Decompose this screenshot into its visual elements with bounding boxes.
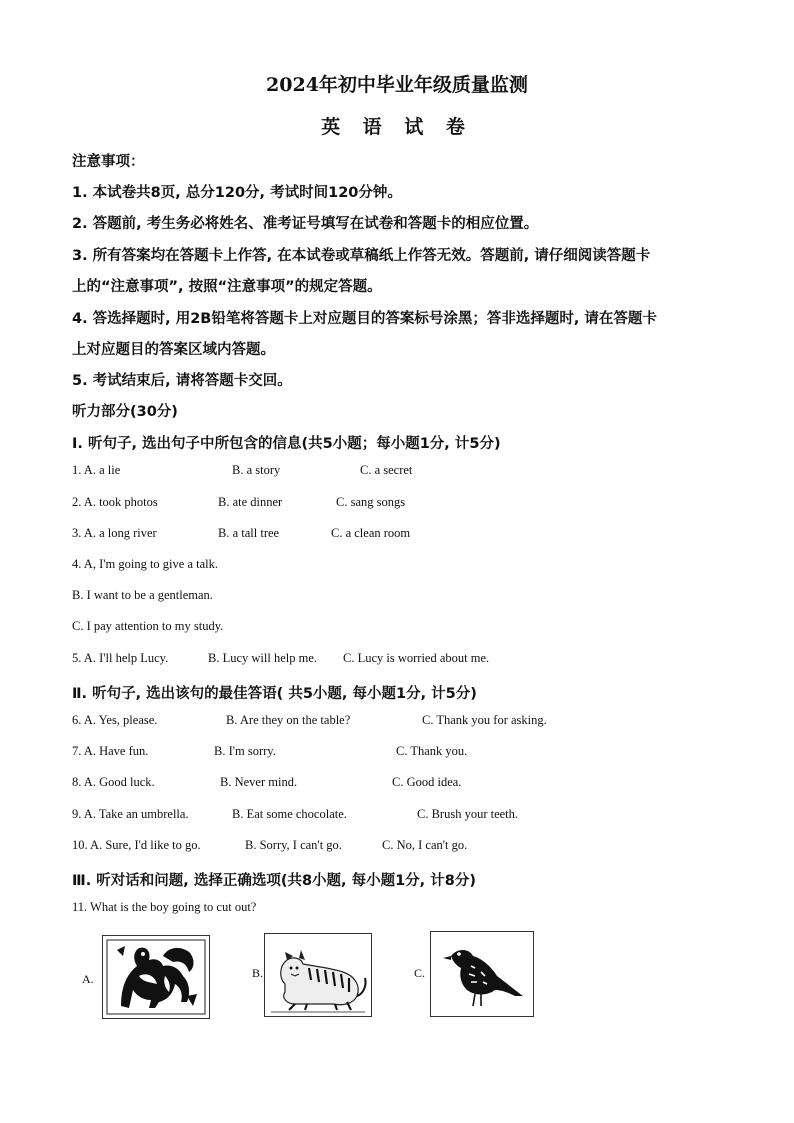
q9-option-c: C. Brush your teeth.	[417, 807, 519, 821]
q4-option-c: C. I pay attention to my study.	[72, 619, 224, 633]
horse-papercut-image	[102, 935, 210, 1019]
q11-label-b: B.	[252, 966, 264, 980]
q9-option-b: B. Eat some chocolate.	[232, 807, 347, 821]
q3-option-c: C. a clean room	[331, 526, 411, 540]
notice-item: 1. 本试卷共8页, 总分120分, 考试时间120分钟。	[72, 185, 402, 201]
q2-option-c: C. sang songs	[336, 495, 406, 509]
q9-option-a: 9. A. Take an umbrella.	[72, 807, 189, 821]
q10-option-c: C. No, I can't go.	[382, 838, 468, 852]
q8-option-c: C. Good idea.	[392, 775, 462, 789]
q11-label-a: A.	[82, 972, 94, 986]
section-3-heading: Ⅲ. 听对话和问题, 选择正确选项(共8小题, 每小题1分, 计8分)	[72, 873, 476, 889]
q11-label-c: C.	[414, 966, 426, 980]
notice-item: 4. 答选择题时, 用2B铅笔将答题卡上对应题目的答案标号涂黑；答非选择题时, 请在答题卡	[72, 311, 657, 327]
q8-option-b: B. Never mind.	[220, 775, 298, 789]
q1-option-b: B. a story	[232, 463, 281, 477]
notice-item: 3. 所有答案均在答题卡上作答, 在本试卷或草稿纸上作答无效。答题前, 请仔细阅读答题卡	[72, 248, 651, 264]
q7-option-b: B. I'm sorry.	[214, 744, 276, 758]
q6-option-c: C. Thank you for asking.	[422, 713, 547, 727]
q11-question: 11. What is the boy going to cut out?	[72, 900, 257, 914]
q4-option-b: B. I want to be a gentleman.	[72, 588, 213, 602]
q2-option-b: B. ate dinner	[218, 495, 283, 509]
q4-option-a: 4. A, I'm going to give a talk.	[72, 557, 218, 571]
section-1-heading: I. 听句子, 选出句子中所包含的信息(共5小题；每小题1分, 计5分)	[72, 436, 501, 452]
q5-option-c: C. Lucy is worried about me.	[343, 651, 490, 665]
notice-item: 上的“注意事项”, 按照“注意事项”的规定答题。	[72, 279, 382, 295]
q5-option-a: 5. A. I'll help Lucy.	[72, 651, 169, 665]
tiger-image	[264, 933, 372, 1017]
bird-image	[430, 931, 534, 1017]
page-title: 2024年初中毕业年级质量监测	[266, 74, 528, 96]
q10-option-a: 10. A. Sure, I'd like to go.	[72, 838, 201, 852]
q6-option-a: 6. A. Yes, please.	[72, 713, 158, 727]
section-2-heading: Ⅱ. 听句子, 选出该句的最佳答语( 共5小题, 每小题1分, 计5分)	[72, 686, 477, 702]
q10-option-b: B. Sorry, I can't go.	[245, 838, 342, 852]
tiger-icon	[265, 934, 371, 1016]
notice-item: 2. 答题前, 考生务必将姓名、准考证号填写在试卷和答题卡的相应位置。	[72, 216, 539, 232]
q5-option-b: B. Lucy will help me.	[208, 651, 318, 665]
q3-option-b: B. a tall tree	[218, 526, 280, 540]
notice-item: 5. 考试结束后, 请将答题卡交回。	[72, 373, 292, 389]
listening-header: 听力部分(30分)	[72, 404, 178, 420]
notice-item: 上对应题目的答案区域内答题。	[72, 342, 275, 358]
q6-option-b: B. Are they on the table?	[226, 713, 351, 727]
notice-heading: 注意事项：	[72, 154, 145, 170]
q2-option-a: 2. A. took photos	[72, 495, 158, 509]
q1-option-c: C. a secret	[360, 463, 413, 477]
q8-option-a: 8. A. Good luck.	[72, 775, 155, 789]
bird-icon	[431, 932, 533, 1016]
page-subtitle: 英 语 试 卷	[321, 116, 473, 138]
q7-option-c: C. Thank you.	[396, 744, 468, 758]
q7-option-a: 7. A. Have fun.	[72, 744, 149, 758]
q1-option-a: 1. A. a lie	[72, 463, 121, 477]
q3-option-a: 3. A. a long river	[72, 526, 157, 540]
horse-papercut-icon	[103, 936, 209, 1018]
